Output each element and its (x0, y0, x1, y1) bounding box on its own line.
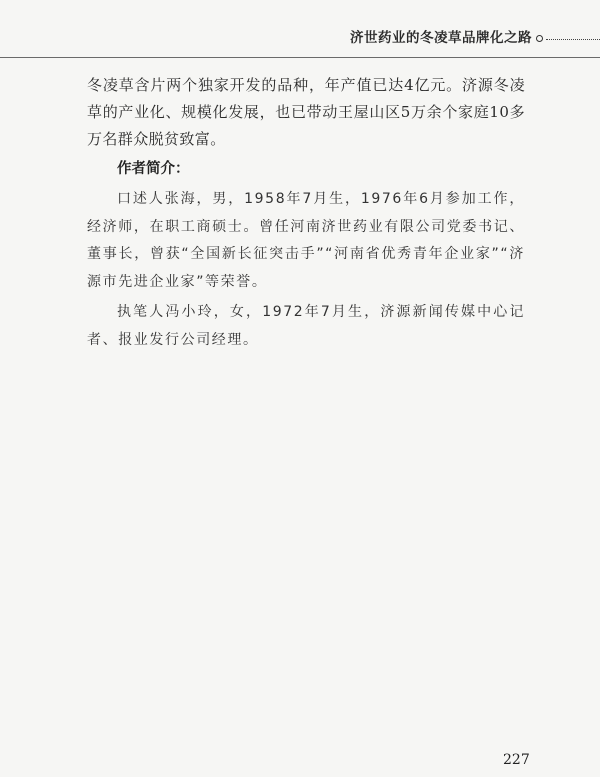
header-rule (0, 57, 600, 58)
author-bio-writer: 执笔人冯小玲，女，1972年7月生，济源新闻传媒中心记者、报业发行公司经理。 (87, 304, 525, 348)
body-text (87, 72, 525, 354)
body-paragraph: 冬凌草含片两个独家开发的品种，年产值已达4亿元。济源冬凌草的产业化、规模化发展，也已带动王屋山区5万余个家庭10多万名群众脱贫致富。 (87, 76, 525, 148)
running-header (0, 0, 600, 58)
author-intro-heading: 作者简介： (117, 161, 190, 177)
header-dotted-leader (546, 39, 600, 40)
running-header-title: 济世药业的冬凌草品牌化之路 (350, 30, 532, 46)
header-ring-ornament (536, 35, 543, 42)
author-bio-narrator: 口述人张海，男，1958年7月生，1976年6月参加工作，经济师，在职工商硕士。曾任河南济世药业有限公司党委书记、董事长，曾获“全国新长征突击手”“河南省优秀青年企业家”“济源市先进企业家”等荣誉。 (87, 191, 525, 290)
page-number: 227 (503, 752, 530, 768)
